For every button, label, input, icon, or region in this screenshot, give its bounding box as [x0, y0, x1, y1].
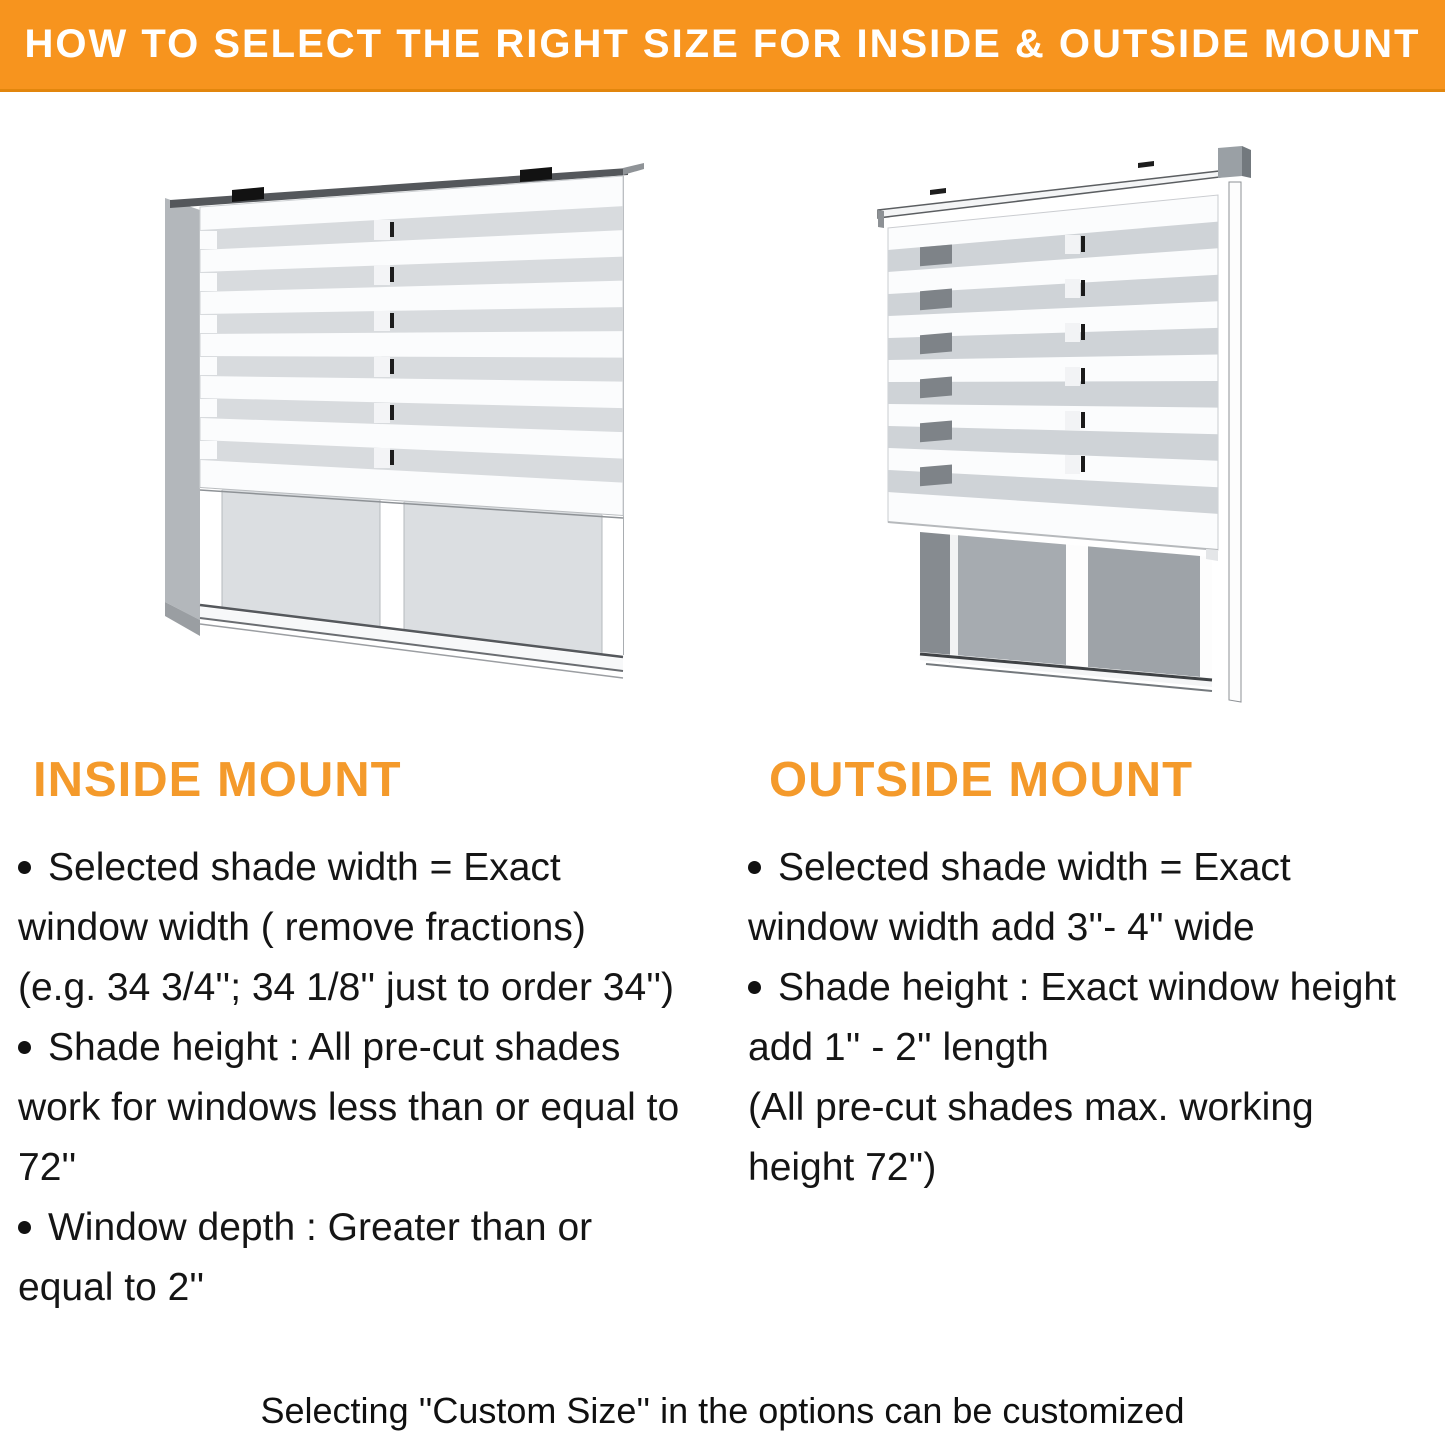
bullet-line	[18, 898, 723, 958]
bullet-line	[18, 958, 723, 1018]
bullet-line	[18, 1138, 723, 1198]
bullet-line	[748, 1078, 1445, 1138]
bullet-dot	[18, 1041, 31, 1054]
outside-mount-heading: OUTSIDE MOUNT	[769, 753, 1194, 807]
banner-title: HOW TO SELECT THE RIGHT SIZE FOR INSIDE & OUTSIDE MOUNT	[24, 22, 1421, 66]
bullet-dot	[18, 1221, 31, 1234]
bullet-text: Selected shade width = Exact	[48, 846, 561, 889]
bullet-text: work for windows less than or equal to	[18, 1086, 680, 1129]
bullet-text: Selected shade width = Exact	[778, 846, 1291, 889]
bullet-line	[748, 838, 1445, 898]
custom-size-note: Selecting ''Custom Size'' in the options can be customized	[260, 1390, 1185, 1431]
bullet-text: equal to 2''	[18, 1266, 205, 1309]
window-glass-inside	[200, 488, 623, 678]
bullet-dot	[748, 981, 761, 994]
bullet-line	[18, 1198, 723, 1258]
bullet-line	[18, 1258, 723, 1318]
bullet-line	[18, 1018, 723, 1078]
bullet-text: height 72'')	[748, 1146, 937, 1189]
bullet-text: Shade height : All pre-cut shades	[48, 1026, 621, 1069]
inside-mount-heading: INSIDE MOUNT	[33, 753, 402, 807]
window-side-frame-outside	[1229, 182, 1241, 702]
bullet-text: 72''	[18, 1146, 77, 1189]
window-glass-outside	[920, 532, 1212, 691]
outside-mount-instructions	[748, 838, 1445, 1198]
inside-mount-instructions	[18, 838, 723, 1318]
banner	[0, 0, 1445, 92]
bullet-text: (e.g. 34 3/4''; 34 1/8'' just to order 34'')	[18, 966, 675, 1009]
bullet-line	[748, 958, 1445, 1018]
bullet-dot	[748, 861, 761, 874]
bullet-line	[18, 1078, 723, 1138]
outside-mount-window-illustration	[860, 140, 1420, 745]
bullet-dot	[18, 861, 31, 874]
zebra-blind-inside	[200, 176, 623, 516]
bullet-line	[18, 838, 723, 898]
bullet-line	[748, 898, 1445, 958]
bullet-text: (All pre-cut shades max. working	[748, 1086, 1314, 1129]
bullet-text: window width add 3''- 4'' wide	[748, 906, 1255, 949]
bullet-line	[748, 1138, 1445, 1198]
bullet-text: Shade height : Exact window height	[778, 966, 1396, 1009]
bullet-line	[748, 1018, 1445, 1078]
bullet-text: window width ( remove fractions)	[18, 906, 586, 949]
bullet-text: add 1'' - 2'' length	[748, 1026, 1049, 1069]
inside-mount-window-illustration	[140, 150, 645, 730]
zebra-blind-outside	[888, 195, 1218, 561]
bullet-text: Window depth : Greater than or	[48, 1206, 593, 1249]
